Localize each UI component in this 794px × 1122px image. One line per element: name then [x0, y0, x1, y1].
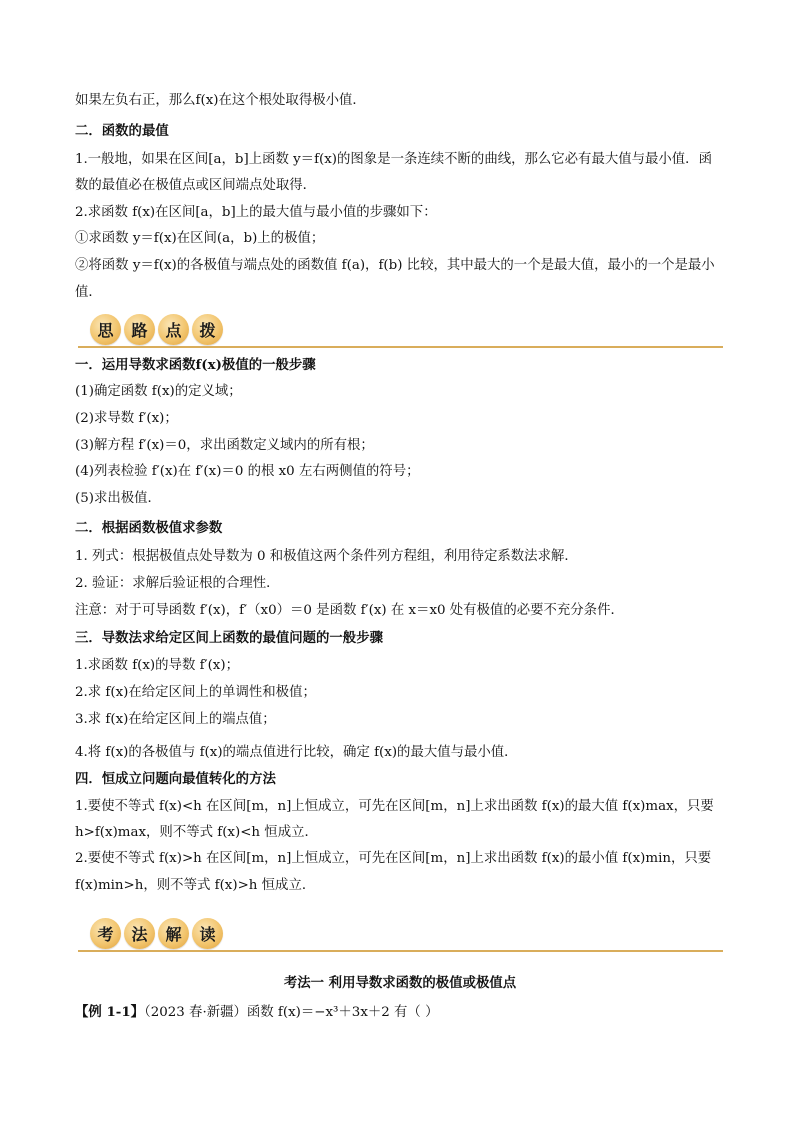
section-banner-methods — [78, 918, 723, 954]
example-source: （2023 春·新疆） — [144, 1005, 247, 1020]
paragraph-1a: 1.一般地，如果在区间[a，b]上函数 y＝f(x)的图象是一条连续不断的曲线，那么它必有最大值与最小值．函 — [75, 152, 712, 167]
tips-note: 注意：对于可导函数 f′(x)，f′（x0）＝0 是函数 f′(x) 在 x＝x0 处有极值的必要不充分条件． — [75, 603, 624, 618]
banner-char-badge: 点 — [158, 314, 189, 345]
tips-step-1: (1)确定函数 f(x)的定义域； — [75, 384, 242, 399]
tips-ineq-2a: 2.要使不等式 f(x)>h 在区间[m，n]上恒成立，可先在区间[m，n]上求出函数 f(x)的最小值 f(x)min，只要 — [75, 851, 712, 866]
banner-char-badge: 拨 — [192, 314, 223, 345]
tips-max-step-2: 2.求 f(x)在给定区间上的单调性和极值； — [75, 685, 316, 700]
banner-char-badge: 思 — [90, 314, 121, 345]
banner-char-badge: 读 — [192, 918, 223, 949]
tips-max-step-4: 4.将 f(x)的各极值与 f(x)的端点值进行比较，确定 f(x)的最大值与最小值． — [75, 745, 518, 760]
tips-heading-4: 四．恒成立问题向最值转化的方法 — [75, 771, 276, 787]
paragraph-1b: 数的最值必在极值点或区间端点处取得． — [75, 178, 317, 193]
tips-heading-1: 一．运用导数求函数f(x)极值的一般步骤 — [75, 357, 316, 373]
tips-max-step-3: 3.求 f(x)在给定区间上的端点值； — [75, 712, 276, 727]
section-banner-tips — [78, 314, 723, 350]
tips-step-2: (2)求导数 f′(x)； — [75, 411, 178, 426]
banner-rule — [78, 346, 723, 348]
paragraph-4a: ②将函数 y＝f(x)的各极值与端点处的函数值 f(a)，f(b) 比较，其中最大的一个是最大值，最小的一个是最小 — [75, 258, 715, 273]
tips-param-1: 1. 列式：根据极值点处导数为 0 和极值这两个条件列方程组，利用待定系数法求解． — [75, 549, 578, 564]
tips-step-5: (5)求出极值． — [75, 491, 161, 506]
banner-char-badge: 法 — [124, 918, 155, 949]
tips-ineq-1a: 1.要使不等式 f(x)<h 在区间[m，n]上恒成立，可先在区间[m，n]上求出函数 f(x)的最大值 f(x)max，只要 — [75, 799, 714, 814]
banner-char-badge: 考 — [90, 918, 121, 949]
banner-char-badge: 路 — [124, 314, 155, 345]
tips-heading-2: 二．根据函数极值求参数 — [75, 520, 223, 536]
section-heading-extrema: 二．函数的最值 — [75, 123, 169, 139]
banner-rule — [78, 950, 723, 952]
tips-step-3: (3)解方程 f′(x)＝0，求出函数定义域内的所有根； — [75, 438, 374, 453]
example-tag: 【例 1-1】 — [75, 1004, 145, 1020]
tips-step-4: (4)列表检验 f′(x)在 f′(x)＝0 的根 x0 左右两侧值的符号； — [75, 464, 420, 479]
paragraph-3: ①求函数 y＝f(x)在区间(a，b)上的极值； — [75, 231, 325, 246]
paragraph-4b: 值． — [75, 285, 102, 300]
method-title: 考法一 利用导数求函数的极值或极值点 — [283, 975, 517, 991]
intro-line: 如果左负右正，那么f(x)在这个根处取得极小值． — [75, 93, 366, 108]
example-line — [75, 1002, 725, 1023]
tips-heading-3: 三．导数法求给定区间上函数的最值问题的一般步骤 — [75, 630, 383, 646]
banner-char-badge: 解 — [158, 918, 189, 949]
tips-max-step-1: 1.求函数 f(x)的导数 f′(x)； — [75, 658, 239, 673]
tips-param-2: 2. 验证：求解后验证根的合理性． — [75, 576, 280, 591]
example-text: 函数 f(x)＝−x³＋3x＋2 有（ ） — [246, 1005, 439, 1020]
paragraph-2: 2.求函数 f(x)在区间[a，b]上的最大值与最小值的步骤如下： — [75, 205, 437, 220]
tips-ineq-2b: f(x)min>h，则不等式 f(x)>h 恒成立． — [75, 878, 316, 893]
tips-ineq-1b: h>f(x)max，则不等式 f(x)<h 恒成立． — [75, 825, 318, 840]
